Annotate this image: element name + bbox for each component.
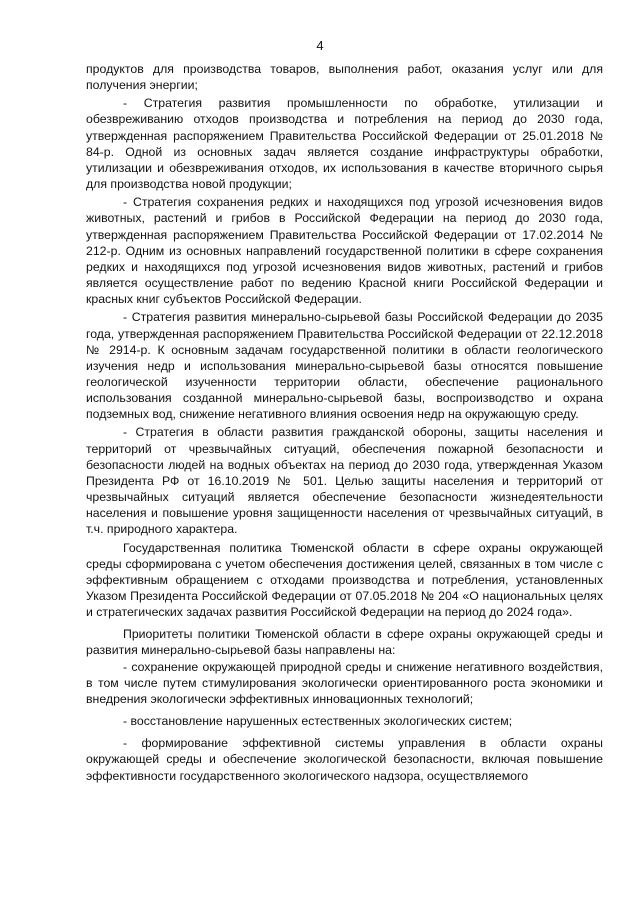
paragraph-policy-priorities: Приоритеты политики Тюменской области в сфере охраны окружающей среды и развития минерально-сырьевой базы направлены на: [86,627,603,658]
paragraph-continuation: продуктов для производства товаров, выполнения работ, оказания услуг или для получения энергии; [86,62,603,93]
list-item-ecosystem-restoration: - восстановление нарушенных естественных экологических систем; [123,714,513,729]
paragraph-civil-defense-strategy: - Стратегия в области развития гражданской обороны, защиты населения и территорий от чрезвычайных ситуаций, обеспечения пожарной безопасности и безопасности людей на водных объектах на период до 2030 года, утвержденная Указом Президента РФ от 16.10.2019 № 501. Целью защиты населения и территорий от чрезвычайных ситуаций является обеспечение безопасности жизнедеятельности населения и повышение уровня защищенности населения от чрезвычайных ситуаций, в т.ч. природного характера. [86,425,603,537]
paragraph-waste-strategy: - Стратегия развития промышленности по обработке, утилизации и обезвреживанию отходов производства и потребления на период до 2030 года, утвержденная распоряжением Правительства Российской Федерации от 25.01.2018 № 84-р. Одной из основных задач является создание инфраструктуры обработки, утилизации и обезвреживания отходов, их использования в качестве вторичного сырья для производства новой продукции; [86,96,603,192]
paragraph-rare-species-strategy: - Стратегия сохранения редких и находящихся под угрозой исчезновения видов животных, растений и грибов в Российской Федерации на период до 2030 года, утвержденная распоряжением Правительства Российской Федерации от 17.02.2014 № 212-р. Одним из основных направлений государственной политики в сфере сохранения редких и находящихся под угрозой исчезновения видов животных, растений и грибов является осуществление работ по ведению Красной книги Российской Федерации и красных книг субъектов Российской Федерации. [86,195,603,307]
page-number: 4 [316,38,324,53]
paragraph-state-policy: Государственная политика Тюменской области в сфере охраны окружающей среды сформирована с учетом обеспечения достижения целей, связанных в том числе с эффективным обращением с отходами производства и потребления, установленных Указом Президента Российской Федерации от 07.05.2018 № 204 «О национальных целях и стратегических задачах развития Российской Федерации на период до 2024 года». [86,540,603,620]
paragraph-mineral-base-strategy: - Стратегия развития минерально-сырьевой базы Российской Федерации до 2035 года, утвержденная распоряжением Правительства Российской Федерации от 22.12.2018 № 2914-р. К основным задачам государственной политики в области геологического изучения недр и использования минерально-сырьевой базы относятся повышение геологической изученности территории области, обеспечение рационального использования созданной минерально-сырьевой базы, воспроизводство и охрана подземных вод, снижение негативного влияния освоения недр на окружающую среду. [86,310,603,422]
list-item-management-system: - формирование эффективной системы управления в области охраны окружающей среды и обеспечение экологической безопасности, включая повышение эффективности государственного экологического надзора, осуществляемого [86,736,603,783]
document-body [86,61,603,784]
list-item-environment-preservation: - сохранение окружающей природной среды и снижение негативного воздействия, в том числе путем стимулирования экологически ориентированного роста экономики и внедрения экологически эффективных инновационных технологий; [86,659,603,706]
